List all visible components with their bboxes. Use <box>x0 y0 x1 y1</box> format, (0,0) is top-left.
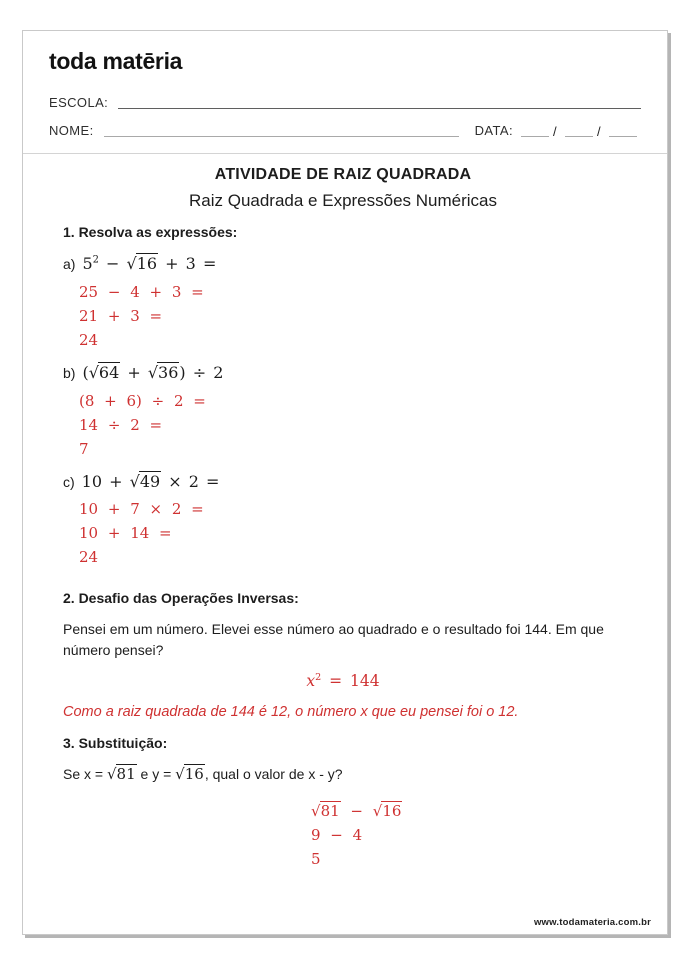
name-label: NOME: <box>49 123 94 138</box>
footer-url: www.todamateria.com.br <box>533 917 651 928</box>
worksheet-body <box>23 166 667 868</box>
sqrt-sign-icon: √ <box>175 764 184 783</box>
sqrt-sign-icon: √ <box>106 764 116 783</box>
exercise-expression-row <box>63 472 623 493</box>
superscript: 2 <box>315 671 322 683</box>
sqrt-radical <box>107 764 137 783</box>
section-3-solution <box>63 802 623 868</box>
section-3-question: Se x = √81 e y = √16, qual o valor de x - y? <box>63 764 343 783</box>
section-1-heading: 1. Resolva as expressões: <box>63 224 238 240</box>
exercise-item <box>63 472 623 567</box>
exercise-label: c) <box>63 473 75 490</box>
exercise-list <box>63 254 623 566</box>
section-2-answer: Como a raiz quadrada de 144 é 12, o número x que eu pensei foi o 12. <box>63 703 519 720</box>
sqrt-radical <box>89 362 121 382</box>
date-separator: / <box>552 124 557 139</box>
exercise-solution <box>63 500 623 566</box>
exercise-item <box>63 254 623 349</box>
solution-step: 24 <box>79 548 99 567</box>
sqrt-radical <box>127 253 159 273</box>
date-label: DATA: <box>474 123 513 138</box>
solution-step: 5 <box>311 849 321 868</box>
exercise-label: a) <box>63 256 76 272</box>
worksheet-header <box>23 31 667 138</box>
solution-step: 14 ÷ 2 = <box>79 415 163 434</box>
exercise-expression: $5^2 - √16 + 3$ = <box>82 254 217 273</box>
sqrt-sign-icon: √ <box>126 254 136 273</box>
solution-step: 25 − 4 + 3 = <box>79 282 204 301</box>
sqrt-radicand: 64 <box>98 362 120 382</box>
sqrt-radical <box>311 801 341 820</box>
superscript: 2 <box>92 254 99 266</box>
section-2-heading: 2. Desafio das Operações Inversas: <box>63 590 299 607</box>
solution-step: 10 + 14 = <box>79 524 172 543</box>
sqrt-radicand: 36 <box>158 362 179 382</box>
math-variable: x <box>306 671 316 690</box>
solution-step: √81 − √16 <box>311 801 402 820</box>
school-fill-line <box>118 103 641 109</box>
section-2-question: Pensei em um número. Elevei esse número ao quadrado e o resultado foi 144. Em que número pensei? <box>63 621 604 658</box>
solution-step: 10 + 7 × 2 = <box>79 500 204 519</box>
sqrt-radicand: 16 <box>382 801 402 820</box>
exercise-expression-row <box>63 363 623 384</box>
sqrt-sign-icon: √ <box>129 471 139 491</box>
worksheet-title: ATIVIDADE DE RAIZ QUADRADA <box>214 166 472 183</box>
exercise-solution <box>63 392 623 458</box>
solution-step: (8 + 6) ÷ 2 = <box>79 391 206 410</box>
section-2-equation: $x^2 = 144$ <box>306 671 380 690</box>
solution-step: 24 <box>79 330 99 349</box>
exercise-label: b) <box>63 364 76 381</box>
date-separator: / <box>596 124 601 139</box>
header-divider <box>23 153 667 154</box>
section-3-heading: 3. Substituição: <box>63 734 168 751</box>
solution-step: 7 <box>79 439 89 458</box>
exercise-expression: (√64 + √36) ÷ 2 <box>82 362 224 382</box>
date-year-line <box>609 131 637 137</box>
sqrt-sign-icon: √ <box>147 362 158 382</box>
sqrt-radicand: 81 <box>320 801 340 820</box>
school-label: ESCOLA: <box>49 95 109 110</box>
solution-step: 21 + 3 = <box>79 306 163 325</box>
exercise-expression-row <box>63 254 623 275</box>
sqrt-radical <box>175 764 205 783</box>
sqrt-sign-icon: √ <box>88 362 98 382</box>
sqrt-radical <box>373 801 403 820</box>
sqrt-radical <box>130 471 162 491</box>
exercise-item <box>63 363 623 458</box>
name-fill-line <box>104 131 459 137</box>
solution-step: 9 − 4 <box>311 825 363 844</box>
sqrt-radical <box>148 362 180 382</box>
sqrt-radicand: 16 <box>184 764 204 783</box>
exercise-solution <box>63 283 623 349</box>
school-field-row <box>49 95 641 110</box>
name-date-field-row <box>49 123 641 138</box>
brand-logo: toda matēria <box>49 48 183 74</box>
sqrt-radicand: 16 <box>136 254 158 273</box>
sqrt-sign-icon: √ <box>372 801 382 820</box>
worksheet-subtitle: Raiz Quadrada e Expressões Numéricas <box>188 191 498 210</box>
date-day-line <box>521 131 549 137</box>
date-month-line <box>565 131 593 137</box>
sqrt-sign-icon: √ <box>311 801 320 820</box>
exercise-expression: 10 + √49 × 2 = <box>81 471 220 491</box>
sqrt-radicand: 49 <box>139 471 161 491</box>
worksheet-page <box>22 30 668 935</box>
sqrt-radicand: 81 <box>116 764 136 783</box>
